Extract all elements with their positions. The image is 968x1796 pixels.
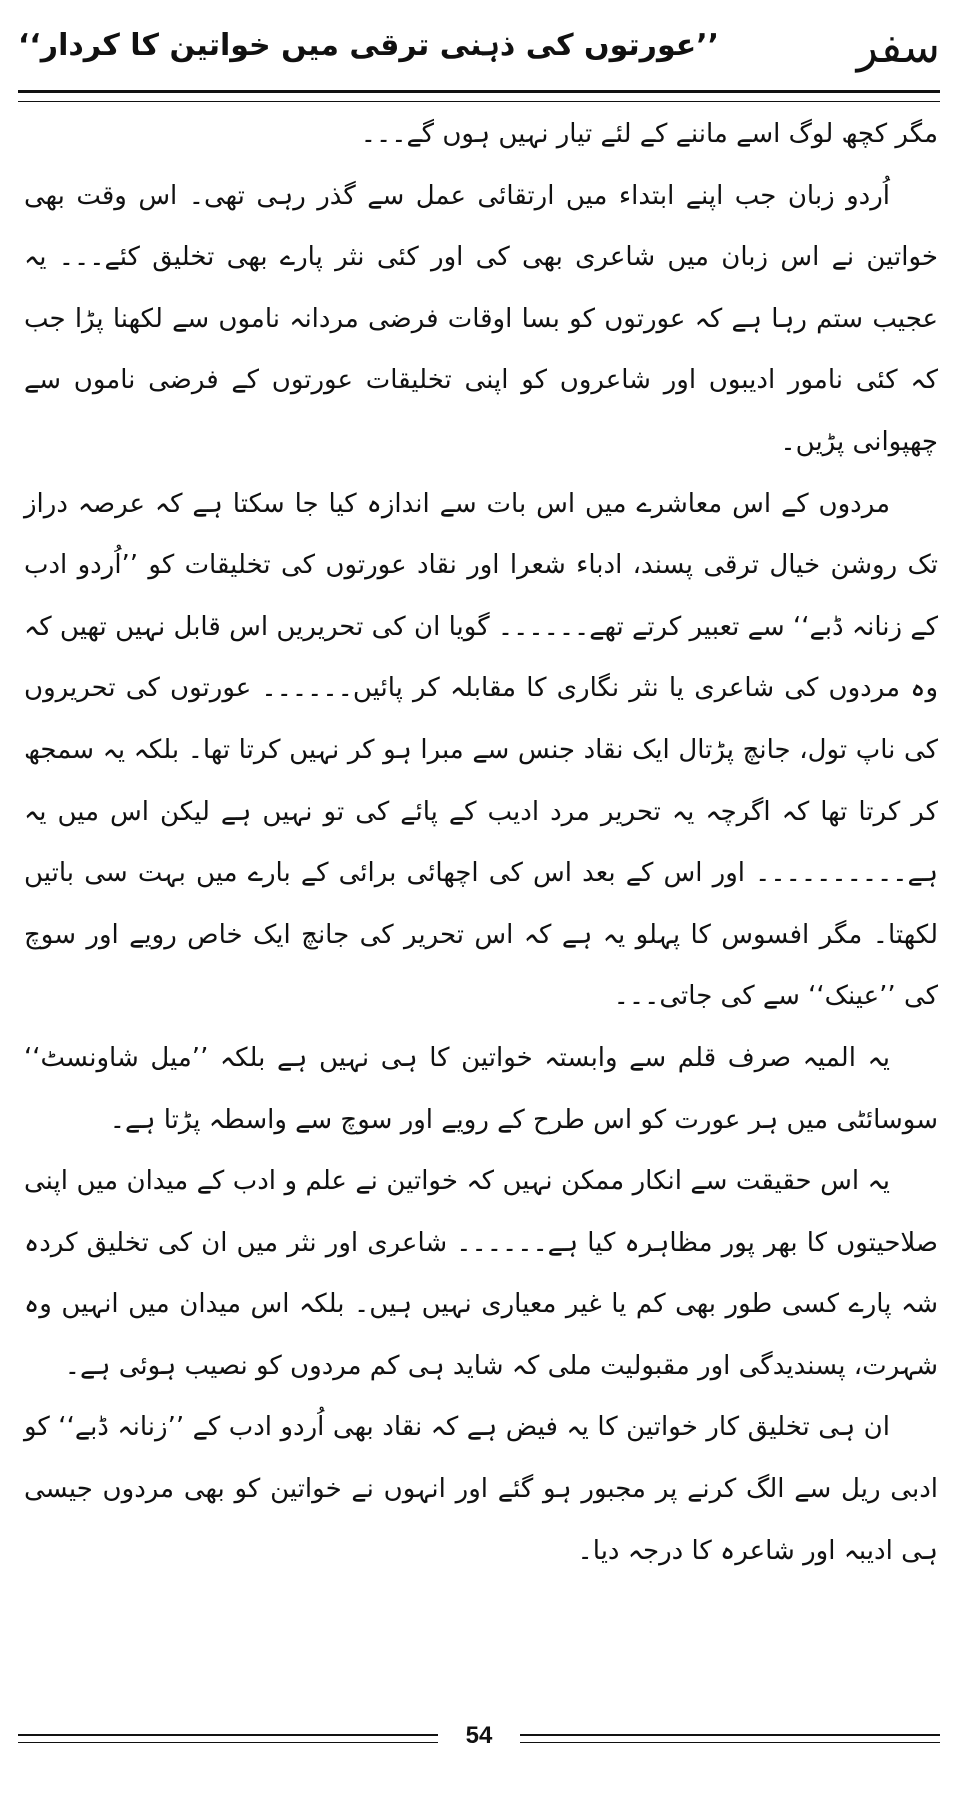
header-divider	[18, 90, 940, 102]
paragraph: اُردو زبان جب اپنے ابتداء میں ارتقائی عمل سے گذر رہی تھی۔ اس وقت بھی خواتین نے اس زبان میں شاعری بھی کی اور کئی نثر پارے بھی تخلیق کئے۔۔۔ یہ عجیب ستم رہا ہے کہ عورتوں کو بسا اوقات فرضی مردانہ ناموں سے لکھنا پڑا جب کہ کئی نامور ادیبوں اور شاعروں کو اپنی تخلیقات عورتوں کے فرضی ناموں سے چھپوانی پڑیں۔	[24, 180, 938, 457]
book-title: سفر	[856, 22, 940, 73]
page-body	[24, 104, 938, 1646]
paragraph: ان ہی تخلیق کار خواتین کا یہ فیض ہے کہ نقاد بھی اُردو ادب کے ’’زنانہ ڈبے‘‘ کو ادبی ریل سے الگ کرنے پر مجبور ہو گئے اور انہوں نے خواتین کو بھی مردوں جیسی ہی ادیبہ اور شاعرہ کا درجہ دیا۔	[24, 1412, 938, 1566]
page-footer	[18, 1722, 940, 1758]
footer-divider-right	[520, 1734, 940, 1743]
footer-divider-left	[18, 1734, 438, 1743]
chapter-title: ’’عورتوں کی ذہنی ترقی میں خواتین کا کردار‘‘	[18, 28, 720, 63]
paragraph: یہ اس حقیقت سے انکار ممکن نہیں کہ خواتین نے علم و ادب کے میدان میں اپنی صلاحیتوں کا بھر پور مظاہرہ کیا ہے۔۔۔۔۔۔ شاعری اور نثر میں ان کی تخلیق کردہ شہ پارے کسی طور بھی کم یا غیر معیاری نہیں ہیں۔ بلکہ اس میدان میں انہیں وہ شہرت، پسندیدگی اور مقبولیت ملی کہ شاید ہی کم مردوں کو نصیب ہوئی ہے۔	[24, 1166, 938, 1381]
paragraph: مگر کچھ لوگ اسے ماننے کے لئے تیار نہیں ہوں گے۔۔۔	[360, 119, 938, 149]
page-header	[18, 22, 940, 84]
paragraph: مردوں کے اس معاشرے میں اس بات سے اندازہ کیا جا سکتا ہے کہ عرصہ دراز تک روشن خیال ترقی پسند، ادباء شعرا اور نقاد عورتوں کی تخلیقات کو ’’اُردو ادب کے زنانہ ڈبے‘‘ سے تعبیر کرتے تھے۔۔۔۔۔۔ گویا ان کی تحریریں اس قابل نہیں تھیں کہ وہ مردوں کی شاعری یا نثر نگاری کا مقابلہ کر پائیں۔۔۔۔۔۔ عورتوں کی تحریروں کی ناپ تول، جانچ پڑتال ایک نقاد جنس سے مبرا ہو کر نہیں کرتا تھا۔ بلکہ یہ سمجھ کر کرتا تھا کہ اگرچہ یہ تحریر مرد ادیب کے پائے کی تو نہیں ہے لیکن اس میں یہ ہے۔۔۔۔۔۔۔۔۔۔ اور اس کے بعد اس کی اچھائی برائی کے بارے میں بہت سی باتیں لکھتا۔ مگر افسوس کا پہلو یہ ہے کہ اس تحریر کی جانچ ایک خاص رویے اور سوچ کی ’’عینک‘‘ سے کی جاتی۔۔۔	[24, 488, 938, 1012]
page-number: 54	[465, 1722, 493, 1749]
paragraph: یہ المیہ صرف قلم سے وابستہ خواتین کا ہی نہیں ہے بلکہ ’’میل شاونسٹ‘‘ سوسائٹی میں ہر عورت کو اس طرح کے رویے اور سوچ سے واسطہ پڑتا ہے۔	[24, 1042, 938, 1135]
